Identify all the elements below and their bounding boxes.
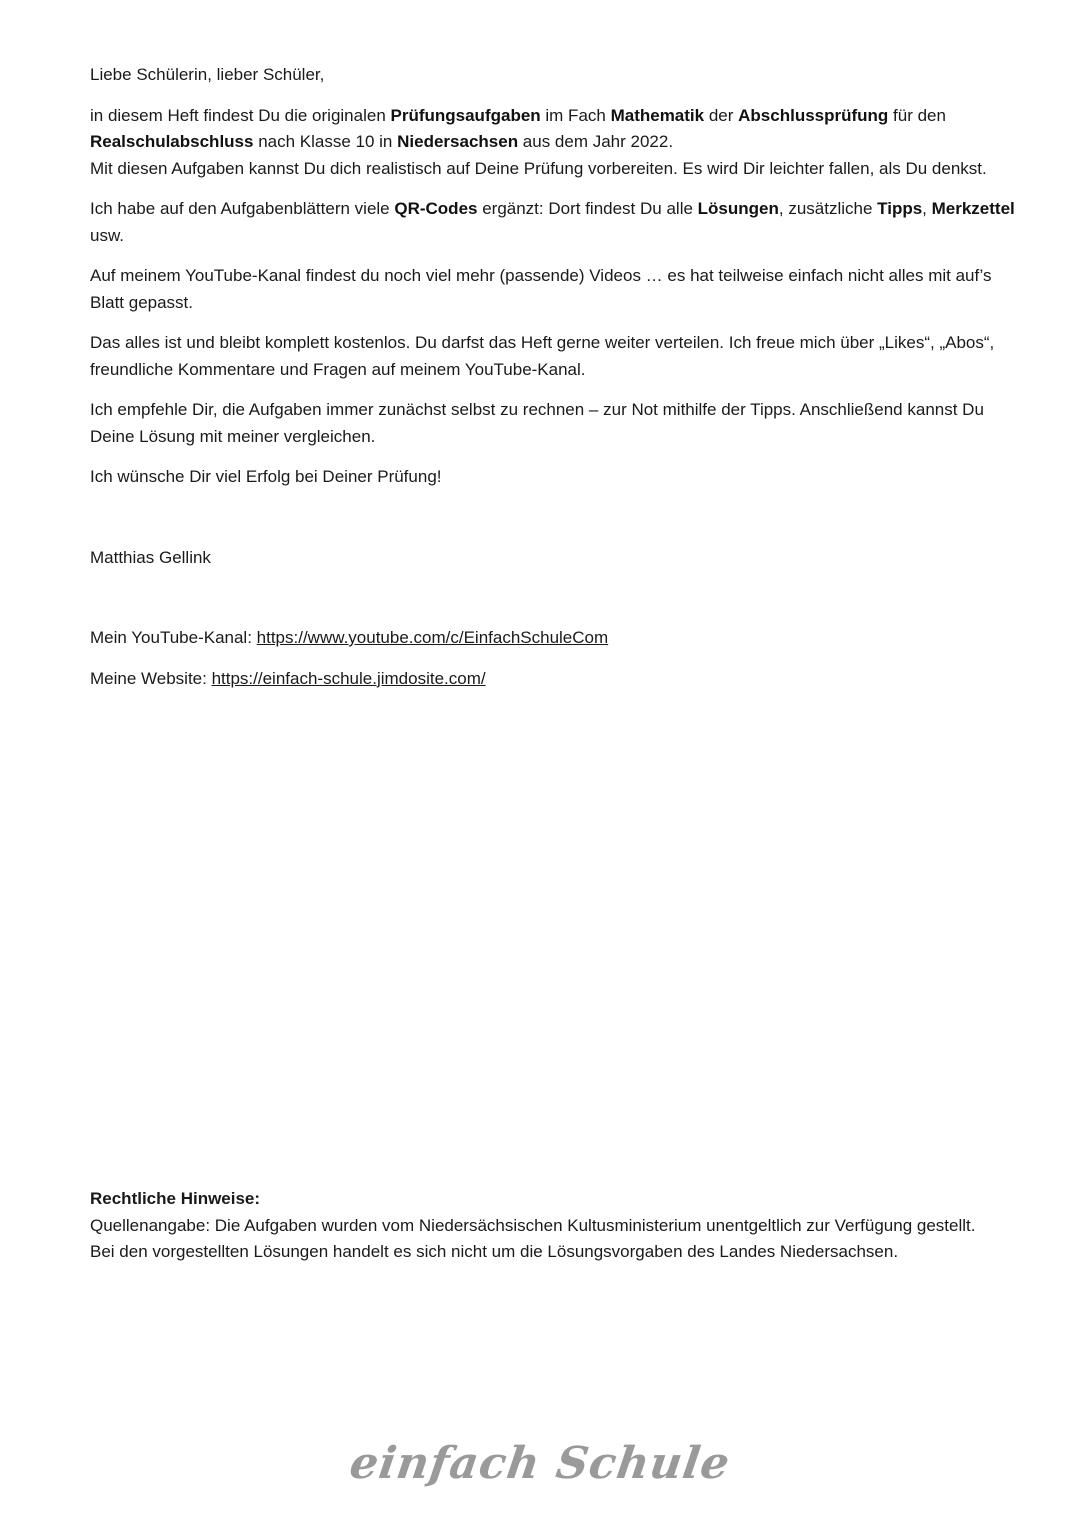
intro-text-2: im Fach — [540, 105, 611, 125]
legal-title: Rechtliche Hinweise: — [90, 1189, 261, 1208]
qr-bold-qr-codes: QR-Codes — [394, 199, 478, 218]
advice-paragraph: Ich empfehle Dir, die Aufgaben immer zunächst selbst zu rechnen – zur Not mithilfe der Tipps. Anschließend kannst Du Deine Lösung mit meiner vergleichen. — [90, 400, 984, 446]
einfach-schule-logo: einfach Schule — [346, 1438, 734, 1489]
youtube-link-line — [90, 625, 1015, 652]
youtube-link-label: Mein YouTube-Kanal: — [90, 628, 257, 647]
intro-text-5: nach Klasse 10 in — [253, 132, 398, 151]
qr-text-3: , zusätzliche — [778, 199, 878, 218]
legal-notice — [90, 1186, 1015, 1266]
website-link[interactable]: https://einfach-schule.jimdosite.com/ — [211, 668, 486, 688]
intro-text-6: aus dem Jahr 2022. — [518, 132, 674, 151]
website-link-line — [90, 666, 1015, 693]
letter-body — [90, 62, 1015, 706]
author-name: Matthias Gellink — [90, 547, 211, 567]
greeting: Liebe Schülerin, lieber Schüler, — [90, 65, 325, 84]
intro-bold-abschlusspruefung: Abschlussprüfung — [738, 105, 889, 125]
youtube-link[interactable]: https://www.youtube.com/c/EinfachSchuleCom — [256, 628, 609, 647]
qr-bold-loesungen: Lösungen — [697, 199, 779, 218]
legal-disclaimer: Bei den vorgestellten Lösungen handelt es sich nicht um die Lösungsvorgaben des Landes Niedersachsen. — [90, 1242, 899, 1261]
website-link-label: Meine Website: — [90, 668, 212, 688]
qr-text-1: Ich habe auf den Aufgabenblättern viele — [90, 199, 395, 218]
wish-paragraph: Ich wünsche Dir viel Erfolg bei Deiner Prüfung! — [90, 467, 442, 486]
youtube-paragraph: Auf meinem YouTube-Kanal findest du noch viel mehr (passende) Videos … es hat teilweise einfach nicht alles mit auf’s Blatt gepasst. — [90, 266, 992, 312]
intro-text-3: der — [704, 105, 739, 125]
intro-text-1: in diesem Heft findest Du die originalen — [90, 105, 391, 125]
intro-line-2: Mit diesen Aufgaben kannst Du dich realistisch auf Deine Prüfung vorbereiten. Es wird Dir leichter fallen, als Du denkst. — [90, 158, 987, 178]
legal-source: Quellenangabe: Die Aufgaben wurden vom Niedersächsischen Kultusministerium unentgeltlich zur Verfügung gestellt. — [90, 1215, 976, 1235]
intro-paragraph — [90, 103, 1015, 183]
intro-bold-mathematik: Mathematik — [610, 105, 705, 125]
qr-text-5: usw. — [90, 225, 125, 245]
intro-text-4: für den — [888, 105, 946, 125]
qr-bold-merkzettel: Merkzettel — [931, 199, 1015, 218]
qr-paragraph — [90, 196, 1015, 249]
intro-bold-pruefungsaufgaben: Prüfungsaufgaben — [390, 105, 541, 125]
qr-text-4: , — [922, 199, 932, 218]
free-paragraph: Das alles ist und bleibt komplett kostenlos. Du darfst das Heft gerne weiter verteilen. Ich freue mich über „Likes“, „Abos“, freundliche Kommentare und Fragen auf meinem YouTube-Kanal. — [90, 333, 995, 379]
intro-bold-niedersachsen: Niedersachsen — [397, 132, 519, 151]
links-section — [90, 625, 1015, 692]
intro-bold-realschulabschluss: Realschulabschluss — [90, 132, 254, 151]
qr-text-2: ergänzt: Dort findest Du alle — [477, 199, 698, 218]
qr-bold-tipps: Tipps — [877, 199, 923, 218]
